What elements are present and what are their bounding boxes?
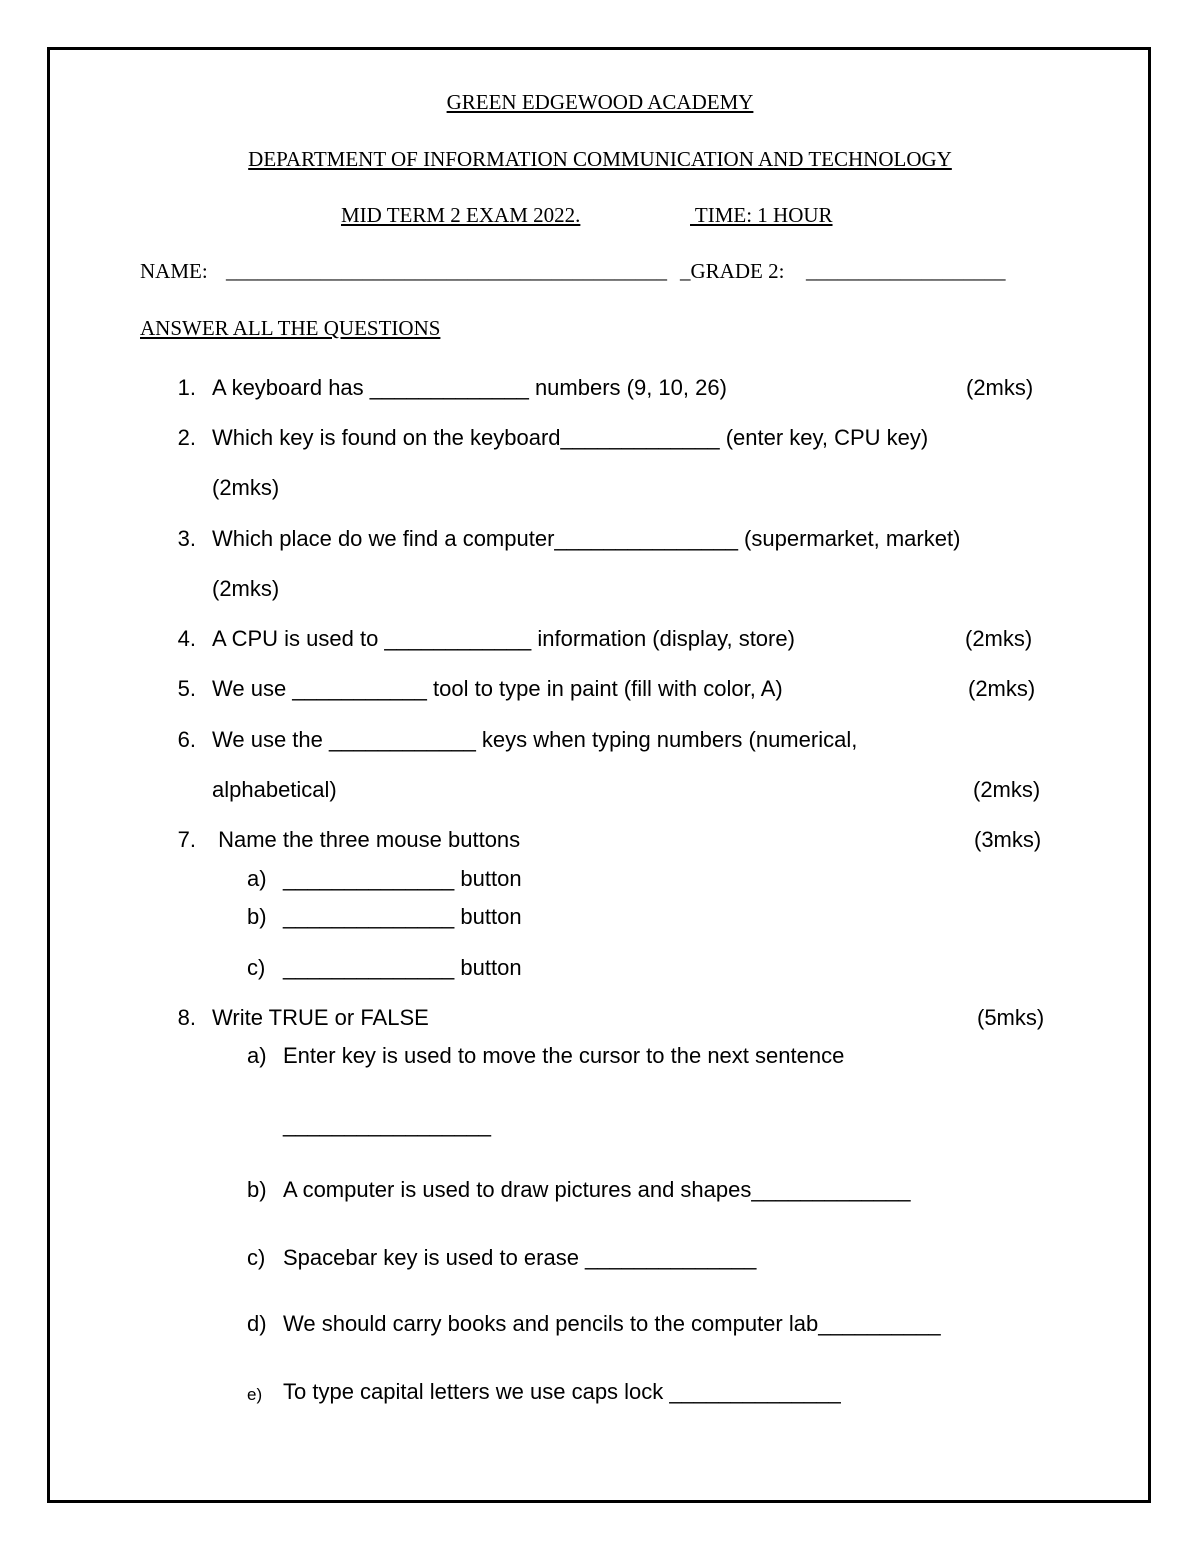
- question-number: 1.: [177, 375, 196, 400]
- answer-line[interactable]: _________________: [283, 1112, 492, 1137]
- department-title: DEPARTMENT OF INFORMATION COMMUNICATION AND TECHNOLOGY: [248, 147, 952, 171]
- question-number: 3.: [177, 526, 196, 551]
- exam-title: MID TERM 2 EXAM 2022.: [341, 203, 581, 227]
- question-text: Which place do we find a computer_______________ (supermarket, market): [212, 526, 961, 551]
- question-marks: (2mks): [212, 475, 280, 500]
- name-label: NAME:: [140, 259, 208, 283]
- question-number: 4.: [177, 626, 196, 651]
- question-text: We use the ____________ keys when typing numbers (numerical,: [212, 727, 858, 752]
- question-text: Write TRUE or FALSE: [212, 1005, 429, 1030]
- instruction: ANSWER ALL THE QUESTIONS: [140, 316, 441, 340]
- question-text: Name the three mouse buttons: [212, 827, 521, 852]
- grade-label: _GRADE 2:: [680, 259, 790, 283]
- subitem-text: A computer is used to draw pictures and shapes_____________: [283, 1177, 911, 1202]
- question-marks: (2mks): [968, 676, 1036, 701]
- subitem-text: ______________ button: [283, 866, 522, 891]
- subitem-label: d): [247, 1311, 267, 1336]
- subitem-label: c): [247, 955, 266, 980]
- school-title: GREEN EDGEWOOD ACADEMY: [446, 90, 754, 114]
- question-number: 8.: [177, 1005, 196, 1030]
- subitem-text: ______________ button: [283, 904, 522, 929]
- question-marks: (2mks): [966, 375, 1034, 400]
- grade-field[interactable]: ___________________: [806, 259, 1006, 283]
- question-number: 6.: [177, 727, 196, 752]
- exam-time: TIME: 1 HOUR: [690, 203, 833, 227]
- question-marks: (2mks): [212, 576, 280, 601]
- question-marks: (2mks): [965, 626, 1033, 651]
- subitem-text: Spacebar key is used to erase ______________: [283, 1245, 757, 1270]
- subitem-text: To type capital letters we use caps lock ______________: [283, 1379, 841, 1404]
- question-text: A CPU is used to ____________ information (display, store): [212, 626, 795, 651]
- question-number: 2.: [177, 425, 196, 450]
- subitem-label: b): [247, 904, 267, 929]
- question-number: 5.: [177, 676, 196, 701]
- subitem-text: We should carry books and pencils to the computer lab__________: [283, 1311, 941, 1336]
- subitem-text: ______________ button: [283, 955, 522, 980]
- question-text: We use ___________ tool to type in paint (fill with color, A): [212, 676, 783, 701]
- subitem-text: Enter key is used to move the cursor to the next sentence: [283, 1043, 845, 1068]
- subitem-label: e): [247, 1385, 263, 1404]
- question-marks: (2mks): [973, 777, 1041, 802]
- question-text: A keyboard has _____________ numbers (9, 10, 26): [212, 375, 727, 400]
- name-field[interactable]: __________________________________________: [226, 259, 667, 283]
- question-marks: (5mks): [977, 1005, 1045, 1030]
- subitem-label: c): [247, 1245, 266, 1270]
- question-text-continued: alphabetical): [212, 777, 337, 802]
- question-text: Which key is found on the keyboard_____________ (enter key, CPU key): [212, 425, 929, 450]
- subitem-label: a): [247, 866, 267, 891]
- subitem-label: a): [247, 1043, 267, 1068]
- question-number: 7.: [177, 827, 196, 852]
- question-marks: (3mks): [974, 827, 1042, 852]
- subitem-label: b): [247, 1177, 267, 1202]
